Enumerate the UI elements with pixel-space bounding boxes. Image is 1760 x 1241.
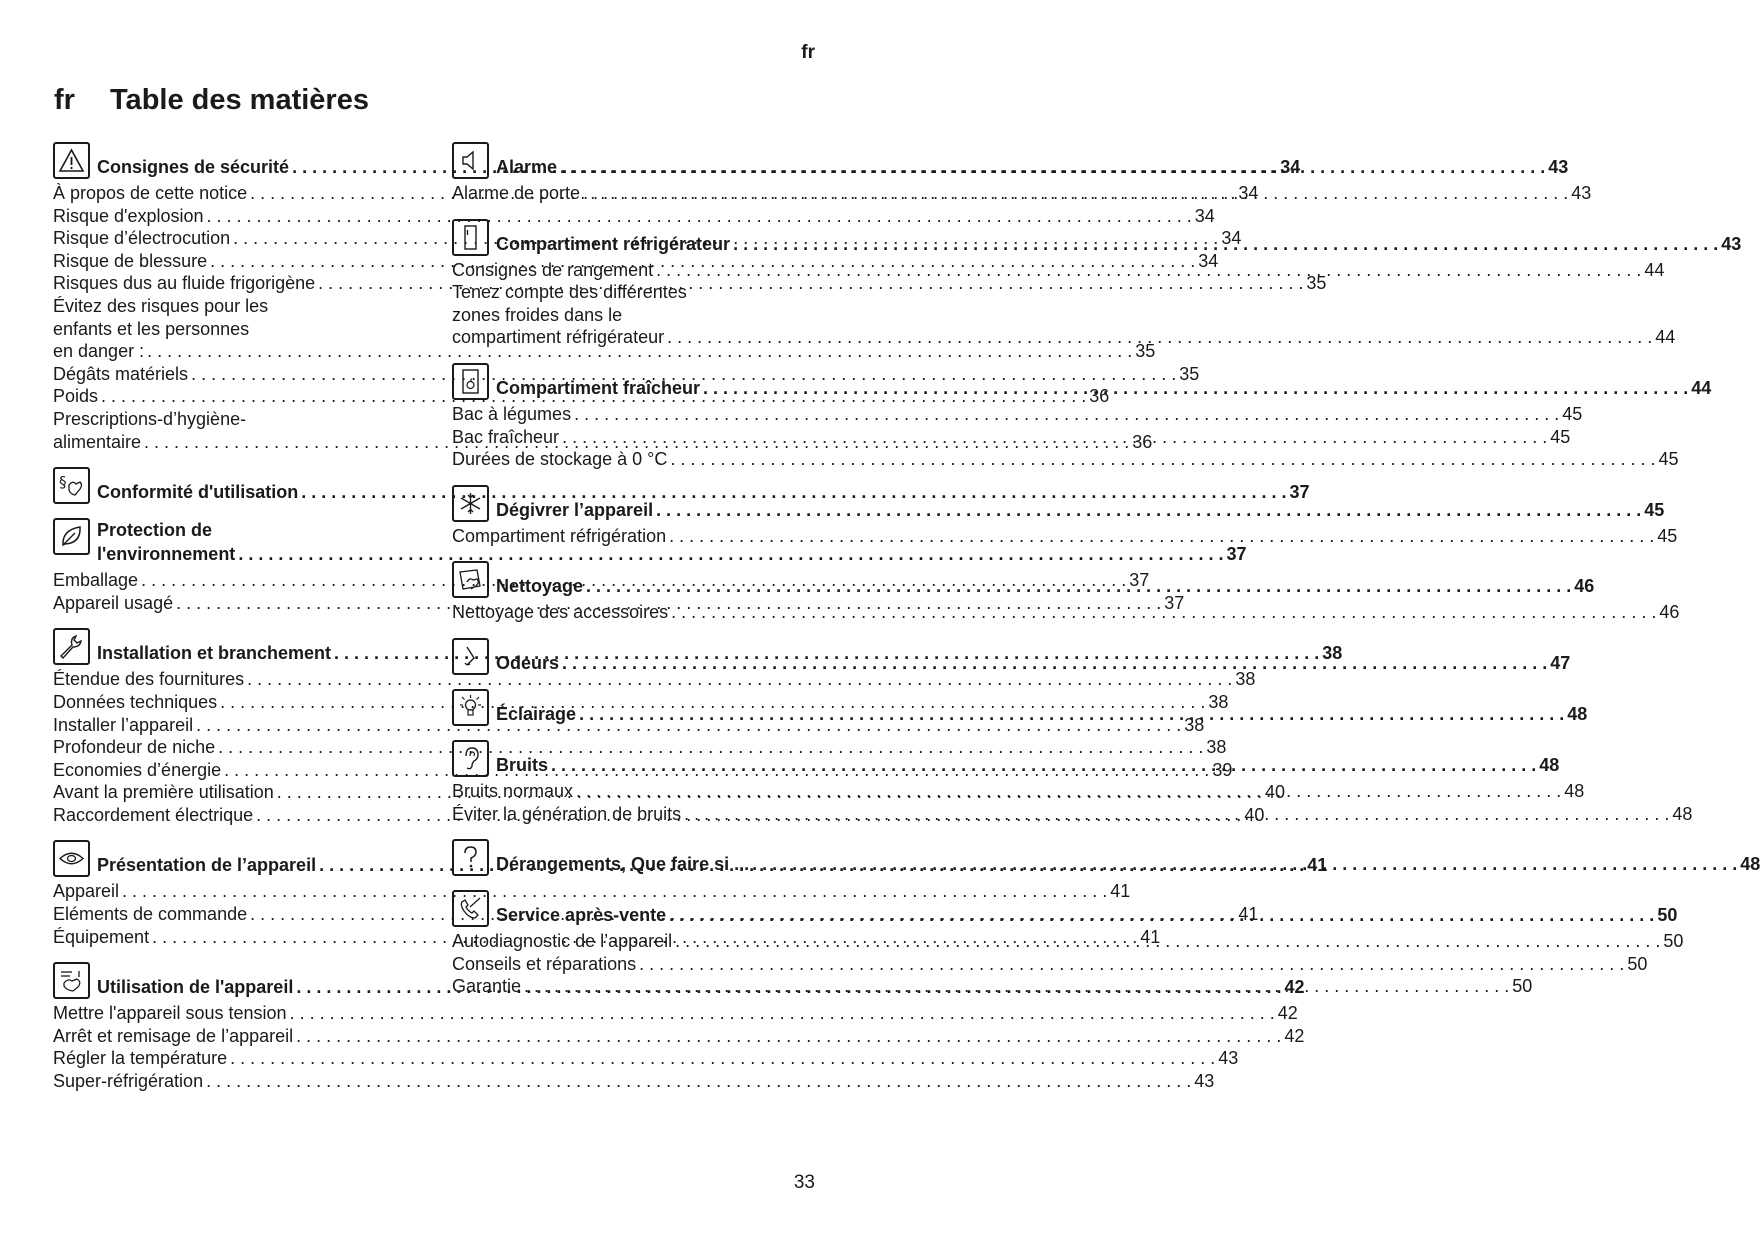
entry-page: 36 bbox=[1132, 431, 1153, 452]
entry-label: Durées de stockage à 0 °C bbox=[452, 449, 668, 470]
section-title: Compartiment réfrigérateur bbox=[496, 233, 731, 254]
leader-dots bbox=[684, 803, 1669, 826]
entry-label: Installer l’appareil bbox=[53, 714, 194, 735]
section-page: 47 bbox=[1550, 652, 1571, 673]
entry-label: Risques dus au fluide frigorigène bbox=[53, 273, 316, 294]
leader-dots bbox=[576, 780, 1561, 803]
entry-label: Eléments de commande bbox=[53, 904, 248, 925]
section-title-row bbox=[496, 155, 1568, 179]
entry-page: 45 bbox=[1657, 525, 1678, 546]
entry-page: 34 bbox=[1194, 205, 1215, 226]
entry-page: 38 bbox=[1184, 714, 1205, 735]
entry-label: Risque d'explosion bbox=[53, 205, 204, 226]
snowflake-icon bbox=[452, 485, 489, 522]
section-page: 43 bbox=[1548, 157, 1569, 177]
entry-label: Éviter la génération de bruits bbox=[452, 803, 682, 824]
section-title-row bbox=[496, 852, 1760, 876]
entry-page: 43 bbox=[1194, 1071, 1215, 1092]
ear-icon bbox=[452, 740, 489, 777]
entry-page: 39 bbox=[1212, 759, 1233, 780]
section-title: Compartiment fraîcheur bbox=[496, 377, 701, 398]
leader-dots bbox=[669, 525, 1654, 548]
entry-page: 38 bbox=[1235, 669, 1256, 690]
toc-entry[interactable] bbox=[452, 326, 1676, 349]
leader-dots bbox=[574, 403, 1559, 426]
entry-page: 34 bbox=[1221, 228, 1242, 249]
entry-label-line: enfants et les personnes bbox=[53, 318, 250, 339]
section-title: Installation et branchement bbox=[97, 643, 332, 664]
page-title bbox=[54, 84, 369, 117]
entry-label: Compartiment réfrigération bbox=[452, 525, 667, 546]
nose-icon bbox=[452, 638, 489, 675]
toc-entry[interactable] bbox=[452, 448, 1679, 471]
entry-page: 50 bbox=[1627, 953, 1648, 974]
entry-label-line: zones froides dans le bbox=[452, 304, 623, 325]
section-title: Dégivrer l’appareil bbox=[496, 499, 654, 520]
toc-entry[interactable] bbox=[452, 403, 1583, 426]
leader-dots bbox=[656, 259, 1641, 282]
entry-page: 41 bbox=[1110, 881, 1131, 902]
section-page: 43 bbox=[1721, 233, 1742, 254]
toc-entry[interactable] bbox=[452, 525, 1678, 548]
section-heading[interactable] bbox=[53, 467, 1310, 504]
section-page: 37 bbox=[1226, 544, 1247, 565]
section-title: Présentation de l’appareil bbox=[97, 855, 317, 876]
section-title: l'environnement bbox=[97, 544, 236, 565]
section-title-row bbox=[496, 574, 1594, 598]
fresh-compartment-icon bbox=[452, 363, 489, 400]
leader-dots bbox=[583, 182, 1568, 205]
section-page: 46 bbox=[1574, 576, 1595, 597]
toc-entry[interactable] bbox=[53, 1070, 1215, 1093]
leader-dots bbox=[560, 155, 1545, 179]
toc-entry[interactable] bbox=[53, 340, 1156, 363]
entry-label: Risque de blessure bbox=[53, 250, 208, 271]
section-title-row bbox=[496, 651, 1570, 675]
toc-entry[interactable] bbox=[53, 1025, 1305, 1048]
entry-label: Bac à légumes bbox=[452, 403, 572, 424]
section-page: 45 bbox=[1644, 499, 1665, 520]
leader-dots bbox=[656, 498, 1641, 522]
entry-label: en danger : bbox=[53, 341, 145, 362]
section-title: Éclairage bbox=[496, 703, 577, 724]
entry-label: Alarme de porte bbox=[452, 183, 581, 203]
section-page: 42 bbox=[1284, 977, 1305, 998]
entry-page: 37 bbox=[1129, 570, 1150, 591]
section-title: Utilisation de l'appareil bbox=[97, 977, 294, 998]
toc-entry[interactable] bbox=[53, 880, 1131, 903]
entry-label: Autodiagnostic de l’appareil bbox=[452, 931, 673, 952]
entry-label: Economies d’énergie bbox=[53, 759, 222, 780]
svg-text:§: § bbox=[59, 473, 67, 492]
hand-control-icon bbox=[53, 962, 90, 999]
cleaning-cloth-icon bbox=[452, 561, 489, 598]
section-title: Alarme bbox=[496, 157, 558, 177]
light-bulb-icon bbox=[452, 689, 489, 726]
leader-dots bbox=[639, 953, 1624, 976]
leader-dots bbox=[667, 326, 1652, 349]
section-title: Service après-vente bbox=[496, 905, 667, 926]
entry-label: Étendue des fournitures bbox=[53, 669, 245, 690]
leader-dots bbox=[230, 1047, 1215, 1070]
speaker-icon bbox=[452, 142, 489, 179]
entry-page: 34 bbox=[1198, 250, 1219, 271]
leader-dots bbox=[675, 930, 1660, 953]
fridge-icon bbox=[452, 219, 489, 256]
entry-label: Avant la première utilisation bbox=[53, 782, 274, 803]
leader-dots bbox=[562, 651, 1547, 675]
section-title: Bruits bbox=[496, 754, 549, 775]
entry-page: 45 bbox=[1550, 426, 1571, 447]
entry-page: 41 bbox=[1140, 926, 1161, 947]
leader-dots bbox=[524, 975, 1509, 998]
entry-label: Poids bbox=[53, 386, 99, 407]
entry-label: Conseils et réparations bbox=[452, 953, 637, 974]
entry-label: Garantie bbox=[452, 976, 522, 997]
entry-label-line: Évitez des risques pour les bbox=[53, 295, 269, 316]
toc-entry[interactable] bbox=[452, 953, 1648, 976]
entry-label-line: Prescriptions-d’hygiène- bbox=[53, 408, 247, 429]
leader-dots bbox=[586, 574, 1571, 598]
leader-dots bbox=[579, 702, 1564, 726]
entry-page: 43 bbox=[1218, 1048, 1239, 1069]
section-title: Conformité d'utilisation bbox=[97, 482, 299, 503]
entry-page: 35 bbox=[1306, 273, 1327, 294]
section-page: 50 bbox=[1657, 905, 1678, 926]
leader-dots bbox=[562, 426, 1547, 449]
section-title: Odeurs bbox=[496, 652, 560, 673]
leader-dots bbox=[551, 753, 1536, 777]
leader-dots bbox=[733, 232, 1718, 256]
entry-label: Équipement bbox=[53, 926, 150, 947]
section-title: Dérangements, Que faire si ... bbox=[496, 854, 750, 875]
title-text: Table des matières bbox=[110, 84, 369, 116]
toc-entry[interactable] bbox=[53, 736, 1227, 759]
entry-page: 38 bbox=[1206, 737, 1227, 758]
toc-entry[interactable] bbox=[53, 668, 1256, 691]
section-page: 44 bbox=[1691, 377, 1712, 398]
page-number: 33 bbox=[793, 1172, 815, 1193]
section-page: 48 bbox=[1567, 703, 1588, 724]
entry-page: 42 bbox=[1277, 1003, 1298, 1024]
title-lang: fr bbox=[54, 84, 75, 116]
entry-label: Appareil usagé bbox=[53, 592, 174, 613]
entry-label: Dégâts matériels bbox=[53, 363, 189, 384]
entry-label: Régler la température bbox=[53, 1048, 228, 1069]
entry-page: 43 bbox=[1571, 183, 1592, 203]
entry-page: 45 bbox=[1658, 449, 1679, 470]
entry-label-line: Tenez compte des différentes bbox=[452, 282, 687, 303]
entry-page: 42 bbox=[1284, 1025, 1305, 1046]
section-page: 34 bbox=[1280, 157, 1301, 177]
entry-label: Bac fraîcheur bbox=[452, 426, 560, 447]
section-page: 37 bbox=[1289, 482, 1310, 503]
leader-dots bbox=[669, 903, 1654, 927]
entry-page: 40 bbox=[1244, 804, 1265, 825]
warning-icon bbox=[53, 142, 90, 179]
leader-dots bbox=[206, 1070, 1191, 1093]
entry-label: Profondeur de niche bbox=[53, 737, 216, 758]
section-title-row bbox=[496, 753, 1559, 777]
leader-dots bbox=[703, 376, 1688, 400]
entry-page: 48 bbox=[1564, 780, 1585, 801]
entry-label: Appareil bbox=[53, 881, 120, 902]
entry-label: Risque d’électrocution bbox=[53, 228, 231, 249]
wrench-icon bbox=[53, 628, 90, 665]
toc-entry[interactable] bbox=[53, 714, 1205, 737]
entry-label: Raccordement électrique bbox=[53, 804, 254, 825]
entry-page: 48 bbox=[1672, 803, 1693, 824]
question-mark-icon bbox=[452, 839, 489, 876]
entry-label: Consignes de rangement bbox=[452, 259, 654, 280]
entry-page: 50 bbox=[1512, 976, 1533, 997]
leader-dots bbox=[670, 448, 1655, 471]
section-title: Consignes de sécurité bbox=[97, 157, 290, 177]
phone-icon bbox=[452, 890, 489, 927]
entry-label: Emballage bbox=[53, 570, 139, 591]
entry-label: Bruits normaux bbox=[452, 780, 574, 801]
entry-page: 46 bbox=[1659, 602, 1680, 623]
entry-label: Super-réfrigération bbox=[53, 1071, 204, 1092]
paragraph-hand-icon bbox=[53, 467, 90, 504]
entry-page: 44 bbox=[1644, 259, 1665, 280]
entry-page: 45 bbox=[1562, 403, 1583, 424]
entry-page: 37 bbox=[1164, 592, 1185, 613]
language-tag: fr bbox=[801, 42, 815, 63]
section-title-row bbox=[496, 903, 1677, 927]
entry-page: 36 bbox=[1089, 386, 1110, 407]
entry-page: 41 bbox=[1238, 904, 1259, 925]
entry-page: 35 bbox=[1179, 363, 1200, 384]
section-page: 48 bbox=[1539, 754, 1560, 775]
section-title-row bbox=[496, 702, 1587, 726]
entry-label: Mettre l'appareil sous tension bbox=[53, 1003, 287, 1024]
entry-page: 44 bbox=[1655, 327, 1676, 348]
entry-page: 40 bbox=[1264, 782, 1286, 803]
section-title: Protection de bbox=[97, 520, 213, 541]
leaf-icon bbox=[53, 518, 90, 555]
entry-label: Arrêt et remisage de l’appareil bbox=[53, 1025, 294, 1046]
entry-label: alimentaire bbox=[53, 431, 142, 452]
entry-label: À propos de cette notice bbox=[53, 183, 248, 203]
entry-page: 38 bbox=[1208, 691, 1229, 712]
eye-icon bbox=[53, 840, 90, 877]
toc-entry[interactable] bbox=[53, 205, 1215, 228]
toc-entry[interactable] bbox=[53, 1002, 1298, 1025]
toc-section-conformity bbox=[53, 467, 1310, 504]
leader-dots bbox=[296, 1025, 1281, 1048]
section-page: 41 bbox=[1307, 855, 1328, 876]
entry-page: 35 bbox=[1135, 341, 1156, 362]
leader-dots bbox=[752, 852, 1737, 876]
toc-entry[interactable] bbox=[53, 363, 1200, 386]
section-title: Nettoyage bbox=[496, 576, 584, 597]
entry-page: 34 bbox=[1238, 183, 1259, 203]
section-page: 38 bbox=[1322, 643, 1343, 664]
section-title-row bbox=[496, 498, 1664, 522]
entry-label: Nettoyage des accessoires bbox=[452, 602, 669, 623]
toc-entry[interactable] bbox=[53, 1047, 1239, 1070]
entry-label: Données techniques bbox=[53, 691, 218, 712]
entry-label: compartiment réfrigérateur bbox=[452, 327, 665, 348]
leader-dots bbox=[671, 601, 1656, 624]
section-page: 48 bbox=[1740, 854, 1760, 875]
section-title-row bbox=[496, 232, 1741, 256]
section-title-row bbox=[496, 376, 1711, 400]
entry-page: 50 bbox=[1663, 931, 1684, 952]
